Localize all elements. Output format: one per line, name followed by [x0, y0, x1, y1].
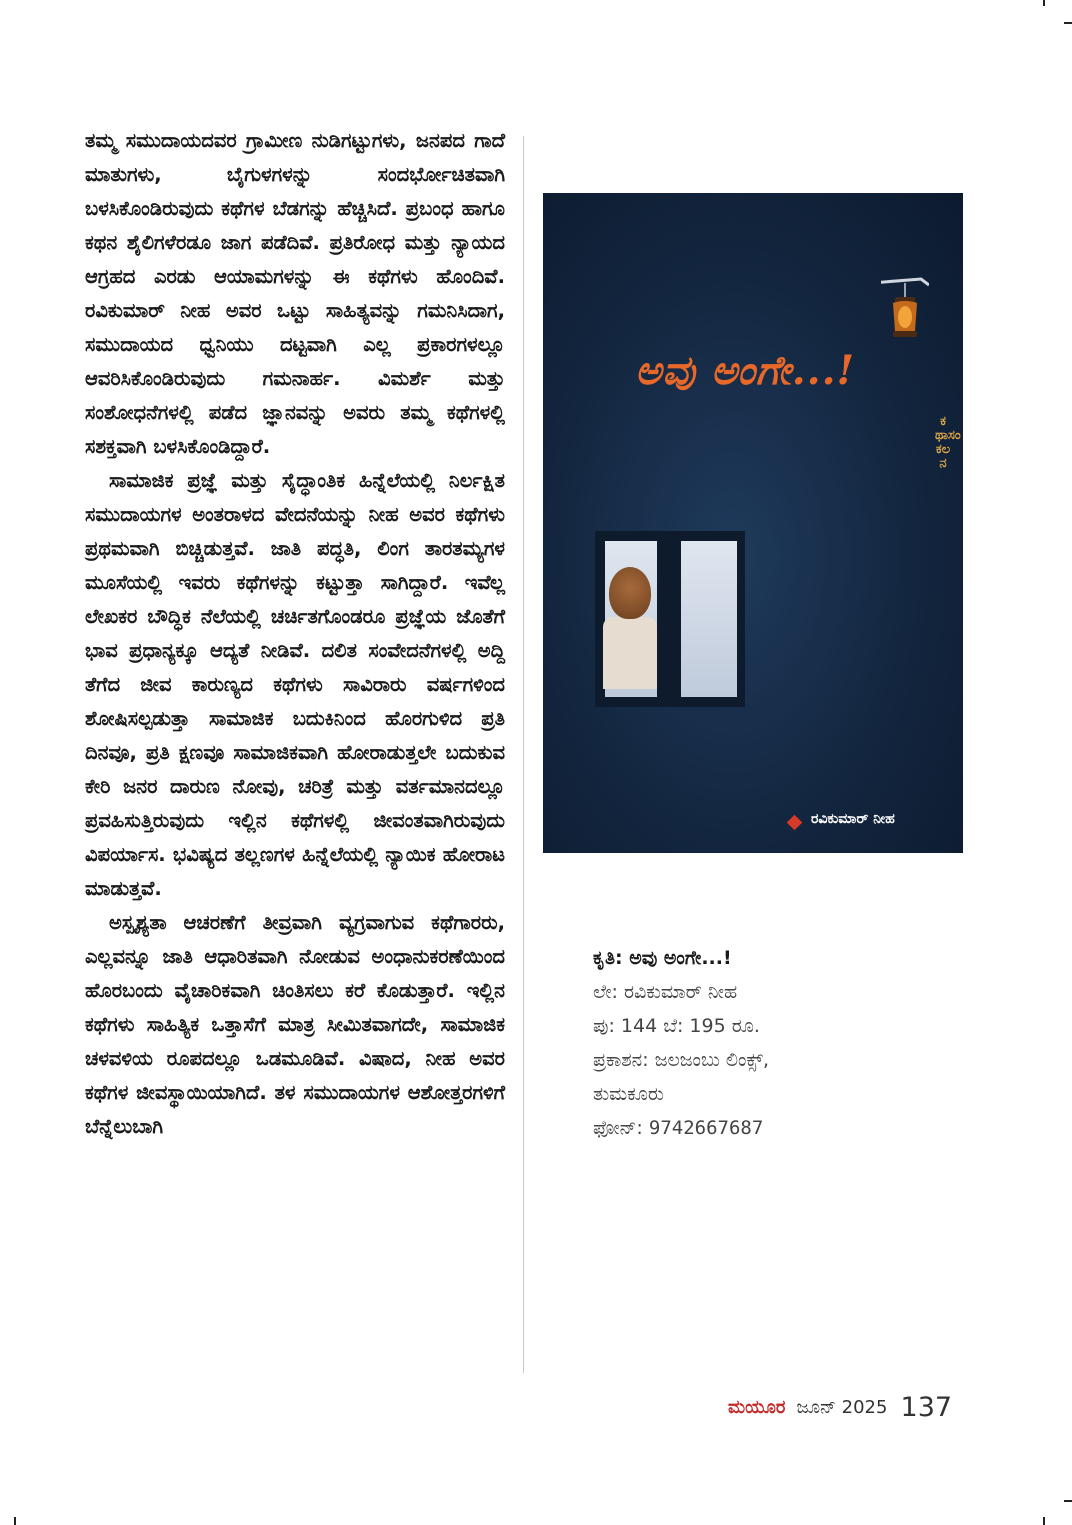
cover-genre-label: ಕಥಾಸಂಕಲನ: [935, 414, 961, 471]
book-title: ಕೃತಿ: ಅವು ಅಂಗೇ...!: [593, 947, 732, 969]
cover-person-body: [603, 617, 657, 689]
article-paragraph: ತಮ್ಮ ಸಮುದಾಯದವರ ಗ್ರಾಮೀಣ ನುಡಿಗಟ್ಟುಗಳು, ಜನಪದ ಗಾದೆ ಮಾತುಗಳು, ಬೈಗುಳಗಳನ್ನು ಸಂದರ್ಭೋಚಿತವಾಗಿ ಬಳಸಿಕೊಂಡಿರುವುದು ಕಥೆಗಳ ಬೆಡಗನ್ನು ಹೆಚ್ಚಿಸಿದೆ. ಪ್ರಬಂಧ ಹಾಗೂ ಕಥನ ಶೈಲಿಗಳೆರಡೂ ಜಾಗ ಪಡೆದಿವೆ. ಪ್ರತಿರೋಧ ಮತ್ತು ನ್ಯಾಯದ ಆಗ್ರಹದ ಎರಡು ಆಯಾಮಗಳನ್ನು ಈ ಕಥೆಗಳು ಹೊಂದಿವೆ. ರವಿಕುಮಾರ್ ನೀಹ ಅವರ ಒಟ್ಟು ಸಾಹಿತ್ಯವನ್ನು ಗಮನಿಸಿದಾಗ, ಸಮುದಾಯದ ಧ್ವನಿಯು ದಟ್ಟವಾಗಿ ಎಲ್ಲ ಪ್ರಕಾರಗಳಲ್ಲೂ ಆವರಿಸಿಕೊಂಡಿರುವುದು ಗಮನಾರ್ಹ. ವಿಮರ್ಶೆ ಮತ್ತು ಸಂಶೋಧನೆಗಳಲ್ಲಿ ಪಡೆದ ಜ್ಞಾನವನ್ನು ಅವರು ತಮ್ಮ ಕಥೆಗಳಲ್ಲಿ ಸಶಕ್ತವಾಗಿ ಬಳಸಿಕೊಂಡಿದ್ದಾರೆ.: [85, 129, 505, 458]
article-paragraph: ಅಸ್ಪೃಶ್ಯತಾ ಆಚರಣೆಗೆ ತೀವ್ರವಾಗಿ ವ್ಯಗ್ರವಾಗುವ ಕಥೆಗಾರರು, ಎಲ್ಲವನ್ನೂ ಜಾತಿ ಆಧಾರಿತವಾಗಿ ನೋಡುವ ಅಂಧಾನುಕರಣೆಯಿಂದ ಹೊರಬಂದು ವೈಚಾರಿಕವಾಗಿ ಚಿಂತಿಸಲು ಕರೆ ಕೊಡುತ್ತಾರೆ. ಇಲ್ಲಿನ ಕಥೆಗಳು ಸಾಹಿತ್ಯಿಕ ಒತ್ತಾಸೆಗೆ ಮಾತ್ರ ಸೀಮಿತವಾಗದೇ, ಸಾಮಾಜಿಕ ಚಳವಳಿಯ ರೂಪದಲ್ಲೂ ಒಡಮೂಡಿವೆ. ವಿಷಾದ, ನೀಹ ಅವರ ಕಥೆಗಳ ಜೀವಸ್ಥಾಯಿಯಾಗಿದೆ. ತಳ ಸಮುದಾಯಗಳ ಆಶೋತ್ತರಗಳಿಗೆ ಬೆನ್ನೆಲುಬಾಗಿ: [85, 911, 505, 1138]
article-paragraph: ಸಾಮಾಜಿಕ ಪ್ರಜ್ಞೆ ಮತ್ತು ಸೈದ್ಧಾಂತಿಕ ಹಿನ್ನೆಲೆಯಲ್ಲಿ ನಿರ್ಲಕ್ಷಿತ ಸಮುದಾಯಗಳ ಅಂತರಾಳದ ವೇದನೆಯನ್ನು ನೀಹ ಅವರ ಕಥೆಗಳು ಪ್ರಥಮವಾಗಿ ಬಿಚ್ಚಿಡುತ್ತವೆ. ಜಾತಿ ಪದ್ಧತಿ, ಲಿಂಗ ತಾರತಮ್ಯಗಳ ಮೂಸೆಯಲ್ಲಿ ಇವರು ಕಥೆಗಳನ್ನು ಕಟ್ಟುತ್ತಾ ಸಾಗಿದ್ದಾರೆ. ಇವೆಲ್ಲ ಲೇಖಕರ ಬೌದ್ಧಿಕ ನೆಲೆಯಲ್ಲಿ ಚರ್ಚಿತಗೊಂಡರೂ ಪ್ರಜ್ಞೆಯ ಜೊತೆಗೆ ಭಾವ ಪ್ರಧಾನ್ಯಕ್ಕೂ ಆದ್ಯತೆ ನೀಡಿವೆ. ದಲಿತ ಸಂವೇದನೆಗಳಲ್ಲಿ ಅದ್ದಿ ತೆಗೆದ ಜೀವ ಕಾರುಣ್ಯದ ಕಥೆಗಳು ಸಾವಿರಾರು ವರ್ಷಗಳಿಂದ ಶೋಷಿಸಲ್ಪಡುತ್ತಾ ಸಾಮಾಜಿಕ ಬದುಕಿನಿಂದ ಹೊರಗುಳಿದ ಪ್ರತಿ ದಿನವೂ, ಪ್ರತಿ ಕ್ಷಣವೂ ಸಾಮಾಜಿಕವಾಗಿ ಹೋರಾಡುತ್ತಲೇ ಬದುಕುವ ಕೇರಿ ಜನರ ದಾರುಣ ನೋವು, ಚರಿತ್ರೆ ಮತ್ತು ವರ್ತಮಾನದಲ್ಲೂ ಪ್ರವಹಿಸುತ್ತಿರುವುದು ಇಲ್ಲಿನ ಕಥೆಗಳಲ್ಲಿ ಜೀವಂತವಾಗಿರುವುದು ವಿಪರ್ಯಾಸ. ಭವಿಷ್ಯದ ತಲ್ಲಣಗಳ ಹಿನ್ನೆಲೆಯಲ್ಲಿ ನ್ಯಾಯಿಕ ಹೋರಾಟ ಮಾಡುತ್ತವೆ.: [85, 469, 505, 900]
crop-mark: [1043, 0, 1045, 6]
crop-mark: [14, 1517, 16, 1525]
book-author: ಲೇ: ರವಿಕುಮಾರ್ ನೀಹ: [593, 981, 738, 1003]
lantern-icon: [881, 275, 929, 345]
book-publisher: ಪ್ರಕಾಶನ: ಜಲಜಂಬು ಲಿಂಕ್ಸ್,: [593, 1049, 769, 1071]
magazine-logo: ಮಯೂರ: [728, 1397, 786, 1418]
book-publisher-place: ತುಮಕೂರು: [593, 1083, 664, 1105]
crop-mark: [1043, 1517, 1045, 1525]
book-cover-image: [543, 193, 963, 853]
phone-label: ಫೋನ್:: [593, 1117, 643, 1139]
book-pages-price: ಪು: 144 ಬೆ: 195 ರೂ.: [593, 1015, 760, 1037]
author-photo: [609, 567, 651, 619]
cover-author-bullet-icon: [787, 815, 803, 831]
crop-mark: [1064, 22, 1072, 24]
cover-window-right: [681, 541, 737, 697]
article-body: [85, 124, 505, 1144]
page-footer: [728, 1392, 952, 1423]
crop-mark: [1064, 1500, 1072, 1502]
cover-title: ಅವು ಅಂಗೇ...!: [635, 347, 856, 394]
issue-month-year: ಜೂನ್ 2025: [796, 1397, 888, 1418]
cover-author: ರವಿಕುಮಾರ್ ನೀಹ: [811, 811, 895, 827]
book-info: [593, 941, 769, 1145]
phone-number: 9742667687: [648, 1117, 764, 1139]
column-divider: [523, 136, 524, 1373]
page-number: 137: [900, 1392, 953, 1423]
book-phone: [593, 1111, 769, 1145]
